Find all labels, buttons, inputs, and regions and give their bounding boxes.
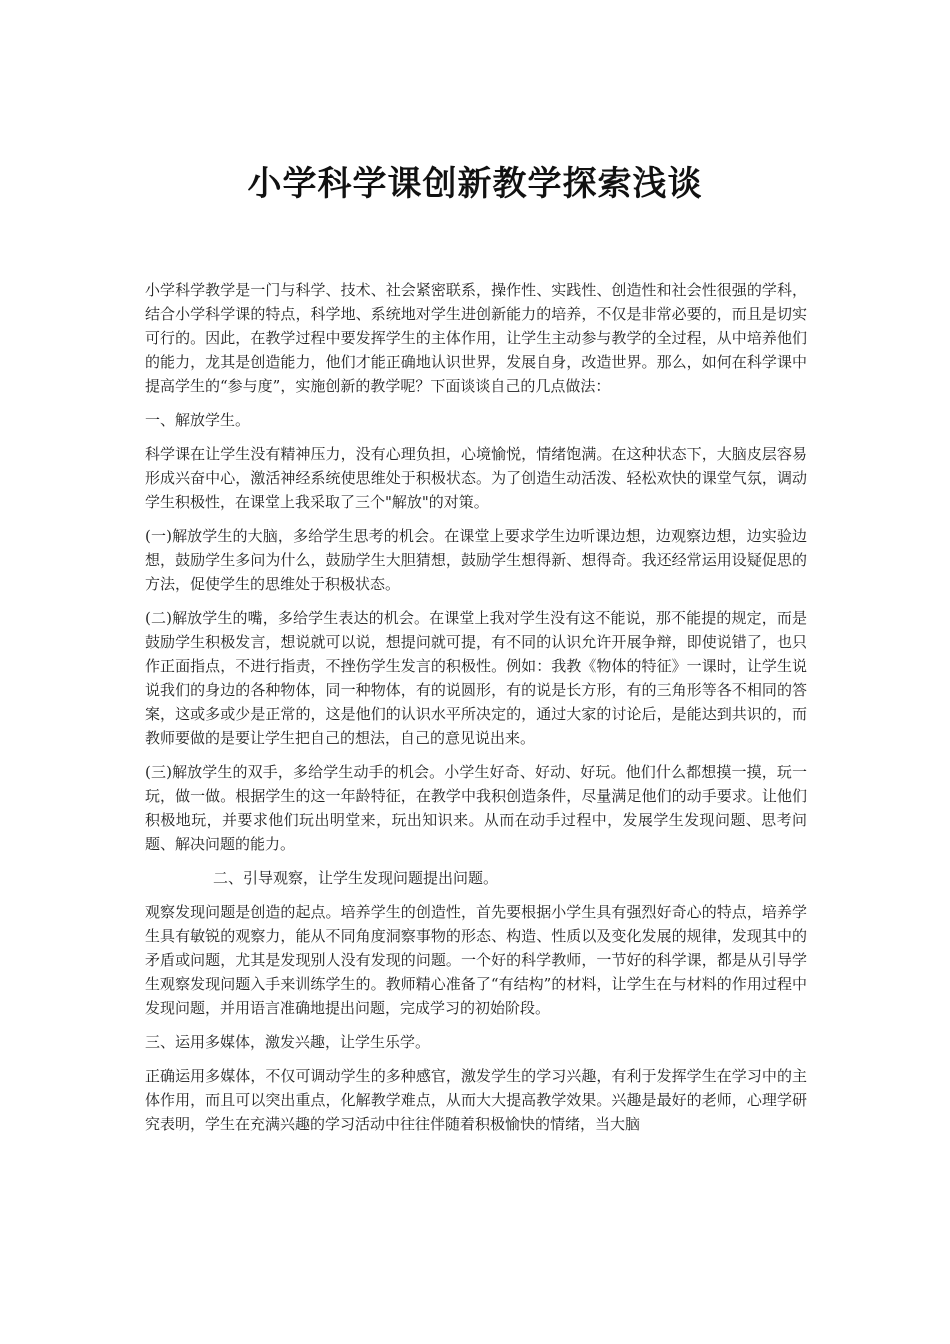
paragraph: (三)解放学生的双手，多给学生动手的机会。小学生好奇、好动、好玩。他们什么都想摸一摸，玩一玩，做一做。根据学生的这一年龄特征，在教学中我积创造条件，尽量满足他们的动手要求。让他们积极地玩，并要求他们玩出明堂来，玩出知识来。从而在动手过程中，发展学生发现问题、思考问题、解决问题的能力。 — [145, 763, 807, 853]
paragraph: 正确运用多媒体，不仅可调动学生的多种感官，激发学生的学习兴趣，有利于发挥学生在学习中的主体作用，而且可以突出重点，化解教学难点，从而大大提高教学效果。兴趣是最好的老师，心理学研究表明，学生在充满兴趣的学习活动中往往伴随着积极愉快的情绪，当大脑 — [145, 1067, 807, 1133]
page-title: 小学科学课创新教学探索浅谈 — [247, 164, 703, 204]
section-heading-1: 一、解放学生。 — [145, 411, 251, 429]
document-body — [145, 278, 807, 1146]
paragraph: 观察发现问题是创造的起点。培养学生的创造性，首先要根据小学生具有强烈好奇心的特点，培养学生具有敏锐的观察力，能从不同角度洞察事物的形态、构造、性质以及变化发展的规律，发现其中的矛盾或问题，尤其是发现别人没有发现的问题。一个好的科学教师，一节好的科学课，都是从引导学生观察发现问题入手来训练学生的。教师精心准备了“有结构”的材料，让学生在与材料的作用过程中发现问题，并用语言准确地提出问题，完成学习的初始阶段。 — [145, 903, 807, 1017]
section-heading-2: 二、引导观察，让学生发现问题提出问题。 — [213, 869, 499, 887]
paragraph: (一)解放学生的大脑，多给学生思考的机会。在课堂上要求学生边听课边想，边观察边想，边实验边想，鼓励学生多问为什么，鼓励学生大胆猜想，鼓励学生想得新、想得奇。我还经常运用设疑促思的方法，促使学生的思维处于积极状态。 — [145, 527, 807, 593]
intro-paragraph: 小学科学教学是一门与科学、技术、社会紧密联系，操作性、实践性、创造性和社会性很强的学科，结合小学科学课的特点，科学地、系统地对学生进创新能力的培养，不仅是非常必要的，而且是切实可行的。因此，在教学过程中要发挥学生的主体作用，让学生主动参与教学的全过程，从中培养他们的能力，龙其是创造能力，他们才能正确地认识世界，发展自身，改造世界。那么，如何在科学课中提高学生的“参与度”，实施创新的教学呢？下面谈谈自己的几点做法： — [145, 281, 807, 395]
section-heading-3: 三、运用多媒体，激发兴趣，让学生乐学。 — [145, 1033, 431, 1051]
paragraph: 科学课在让学生没有精神压力，没有心理负担，心境愉悦，情绪饱满。在这种状态下，大脑皮层容易形成兴奋中心，激活神经系统使思维处于积极状态。为了创造生动活泼、轻松欢快的课堂气氛，调动学生积极性，在课堂上我采取了三个"解放"的对策。 — [145, 445, 807, 511]
paragraph: (二)解放学生的嘴，多给学生表达的机会。在课堂上我对学生没有这不能说，那不能提的规定，而是鼓励学生积极发言，想说就可以说，想提问就可提，有不同的认识允许开展争辩，即使说错了，也只作正面指点，不进行指责，不挫伤学生发言的积极性。例如：我教《物体的特征》一课时，让学生说说我们的身边的各种物体，同一种物体，有的说圆形，有的说是长方形，有的三角形等各不相同的答案，这或多或少是正常的，这是他们的认识水平所决定的，通过大家的讨论后，是能达到共识的，而教师要做的是要让学生把自己的想法，自己的意见说出来。 — [145, 609, 807, 747]
